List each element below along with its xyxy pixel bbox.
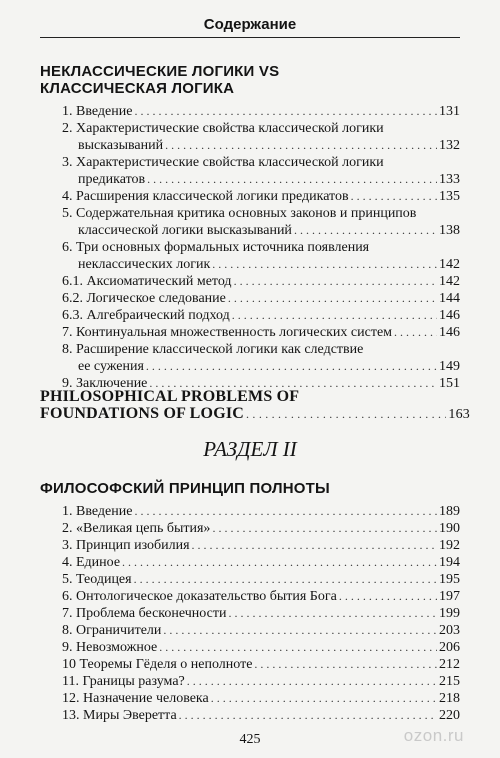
dot-leader: [228, 605, 437, 622]
entry-title: 9. Заключение: [62, 376, 148, 391]
toc-entry[interactable]: [62, 307, 460, 324]
running-head: Содержание: [203, 16, 297, 33]
toc-entry[interactable]: [62, 503, 460, 520]
toc-entry[interactable]: [62, 673, 460, 690]
toc-entry[interactable]: [62, 537, 460, 554]
dot-leader: [134, 503, 437, 520]
dot-leader: [192, 537, 437, 554]
entry-page: 203: [439, 623, 460, 638]
toc-entry[interactable]: [62, 120, 460, 154]
entry-title: неклассических логик: [78, 257, 211, 272]
entry-title: 8. Ограничители: [62, 623, 162, 638]
dot-leader: [165, 137, 437, 154]
dot-leader: [212, 520, 437, 537]
entry-title-line1: 3. Характеристические свойства классической логики: [62, 155, 384, 170]
toc-entry[interactable]: [62, 154, 460, 188]
toc-list-section1: [62, 103, 460, 392]
heading-line-1: PHILOSOPHICAL PROBLEMS OF: [40, 388, 300, 405]
entry-title: 5. Теодицея: [62, 572, 132, 587]
toc-list-section3: [62, 503, 460, 724]
entry-page: 132: [439, 138, 460, 153]
dot-leader: [163, 622, 437, 639]
entry-page: 192: [439, 538, 460, 553]
entry-title: 13. Миры Эверетта: [62, 708, 177, 723]
dot-leader: [339, 588, 437, 605]
entry-page: 199: [439, 606, 460, 621]
entry-page: 215: [439, 674, 460, 689]
entry-title: 6.1. Аксиоматический метод: [62, 274, 232, 289]
entry-page: 190: [439, 521, 460, 536]
toc-entry[interactable]: [62, 588, 460, 605]
toc-entry[interactable]: [62, 273, 460, 290]
toc-entry[interactable]: [62, 639, 460, 656]
entry-page: 149: [439, 359, 460, 374]
entry-page: 195: [439, 572, 460, 587]
entry-page: 218: [439, 691, 460, 706]
entry-page: 212: [439, 657, 460, 672]
dot-leader: [232, 307, 437, 324]
entry-page: 144: [439, 291, 460, 306]
entry-title: 2. «Великая цепь бытия»: [62, 521, 211, 536]
part-title: РАЗДЕЛ II: [203, 437, 297, 461]
dot-leader: [394, 324, 437, 341]
entry-page: 131: [439, 104, 460, 119]
toc-entry[interactable]: [62, 103, 460, 120]
heading-line-2: КЛАССИЧЕСКАЯ ЛОГИКА: [40, 80, 235, 97]
heading-line-1: НЕКЛАССИЧЕСКИЕ ЛОГИКИ VS: [40, 63, 280, 80]
dot-leader: [146, 358, 437, 375]
toc-entry[interactable]: [62, 554, 460, 571]
entry-title: 11. Границы разума?: [62, 674, 185, 689]
entry-title: классической логики высказываний: [78, 223, 292, 238]
entry-page: 206: [439, 640, 460, 655]
toc-entry[interactable]: [62, 290, 460, 307]
entry-page: 142: [439, 274, 460, 289]
entry-page: 135: [439, 189, 460, 204]
entry-title: 7. Континуальная множественность логических систем: [62, 325, 393, 340]
entry-title: 9. Невозможное: [62, 640, 158, 655]
page-number: 425: [239, 732, 261, 747]
dot-leader: [246, 406, 446, 423]
dot-leader: [147, 171, 437, 188]
dot-leader: [122, 554, 437, 571]
entry-page: 146: [439, 325, 460, 340]
entry-page: 146: [439, 308, 460, 323]
entry-page: 194: [439, 555, 460, 570]
entry-title: 1. Введение: [62, 504, 133, 519]
entry-page: 197: [439, 589, 460, 604]
section-heading-principle-of-plenitude: ФИЛОСОФСКИЙ ПРИНЦИП ПОЛНОТЫ: [40, 480, 330, 497]
toc-entry[interactable]: [62, 656, 460, 673]
entry-title: 1. Введение: [62, 104, 133, 119]
entry-page: 163: [448, 407, 470, 422]
toc-entry[interactable]: [62, 239, 460, 273]
toc-entry[interactable]: [62, 205, 460, 239]
entry-title: 3. Принцип изобилия: [62, 538, 190, 553]
toc-entry[interactable]: [62, 341, 460, 375]
entry-title-line1: 2. Характеристические свойства классической логики: [62, 121, 384, 136]
entry-page: 151: [439, 376, 460, 391]
heading-line-2: FOUNDATIONS OF LOGIC: [40, 405, 245, 422]
toc-entry[interactable]: [62, 707, 460, 724]
toc-entry[interactable]: [62, 690, 460, 707]
entry-page: 133: [439, 172, 460, 187]
toc-entry[interactable]: [62, 571, 460, 588]
entry-title: 10 Теоремы Гёделя о неполноте: [62, 657, 253, 672]
dot-leader: [234, 273, 437, 290]
entry-title: 7. Проблема бесконечности: [62, 606, 227, 621]
entry-title: высказываний: [78, 138, 164, 153]
entry-title-line1: 5. Содержательная критика основных законов и принципов: [62, 206, 417, 221]
entry-page: 142: [439, 257, 460, 272]
watermark: ozon.ru: [403, 726, 464, 745]
entry-title: 12. Назначение человека: [62, 691, 209, 706]
entry-title: 6.2. Логическое следование: [62, 291, 226, 306]
section-heading-philosophical-problems[interactable]: [40, 388, 470, 423]
entry-title: ее сужения: [78, 359, 144, 374]
dot-leader: [351, 188, 437, 205]
entry-page: 189: [439, 504, 460, 519]
toc-entry[interactable]: [62, 622, 460, 639]
dot-leader: [211, 690, 437, 707]
toc-entry[interactable]: [62, 605, 460, 622]
dot-leader: [228, 290, 437, 307]
dot-leader: [187, 673, 437, 690]
entry-title: предикатов: [78, 172, 146, 187]
entry-title-line1: 6. Три основных формальных источника появления: [62, 240, 370, 255]
dot-leader: [254, 656, 437, 673]
entry-page: 220: [439, 708, 460, 723]
entry-title: 6.3. Алгебраический подход: [62, 308, 230, 323]
dot-leader: [134, 103, 437, 120]
toc-entry[interactable]: [62, 520, 460, 537]
section-heading-nonclassical-logics: [40, 63, 470, 97]
entry-title: 6. Онтологическое доказательство бытия Бога: [62, 589, 337, 604]
dot-leader: [159, 639, 437, 656]
dot-leader: [179, 707, 437, 724]
entry-title-line1: 8. Расширение классической логики как следствие: [62, 342, 364, 357]
dot-leader: [294, 222, 437, 239]
dot-leader: [212, 256, 437, 273]
dot-leader: [134, 571, 437, 588]
entry-page: 138: [439, 223, 460, 238]
toc-entry[interactable]: [62, 188, 460, 205]
header-rule: [40, 37, 460, 38]
toc-entry[interactable]: [62, 324, 460, 341]
entry-title: 4. Единое: [62, 555, 121, 570]
entry-title: 4. Расширения классической логики предикатов: [62, 189, 349, 204]
